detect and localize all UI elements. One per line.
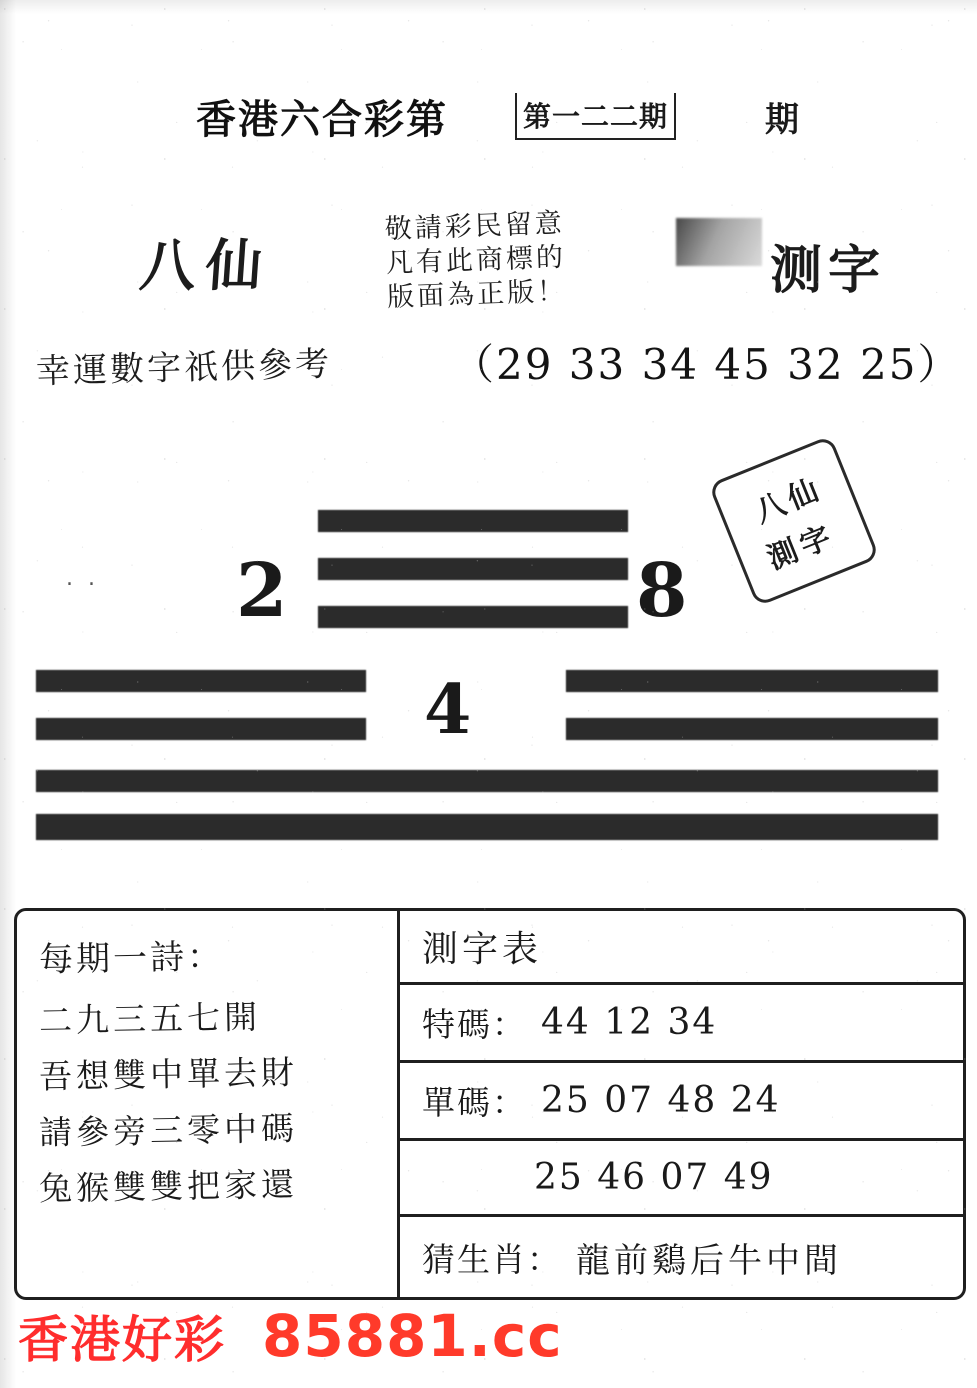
poem-panel — [17, 911, 397, 1297]
single-code-label: 單碼： — [422, 1083, 527, 1122]
hexagram-bar-full-1 — [36, 770, 938, 792]
hexagram-bar-upper-3 — [318, 606, 628, 628]
ink-smudge-mark — [676, 218, 762, 266]
footer-watermark — [18, 1300, 563, 1372]
issue-suffix-label: 期 — [765, 100, 799, 140]
special-code-label: 特碼： — [422, 1005, 527, 1044]
hexagram-bar-broken-2-left — [36, 718, 366, 740]
hexagram-bar-broken-2-right — [566, 718, 938, 740]
table-row — [400, 1141, 963, 1217]
brand-name-right: 测字 — [770, 240, 887, 301]
zodiac-guess-label: 猜生肖： — [422, 1239, 562, 1279]
footer-site-url: 85881.cc — [262, 1302, 563, 1370]
prediction-table — [400, 911, 963, 1297]
hexagram-bar-upper-1 — [318, 510, 628, 532]
brand-name-left: 八仙 — [137, 233, 275, 299]
table-title-row — [400, 911, 963, 985]
single-code-values: 25 07 48 24 — [541, 1080, 781, 1121]
scan-edge-shadow-top — [0, 0, 977, 14]
brand-stamp-line2: 測字 — [762, 518, 841, 577]
authenticity-notice: 敬請彩民留意 凡有此商標的 版面為正版！ — [384, 207, 568, 314]
hexagram-bar-upper-2 — [318, 558, 628, 580]
hexagram-bar-broken-1-left — [36, 670, 366, 692]
hexagram-number-center: 4 — [424, 670, 472, 750]
poem-line-4: 兔猴雙雙把家還 — [38, 1164, 299, 1209]
lucky-numbers-value: （29 33 34 45 32 25） — [452, 340, 962, 389]
hexagram-number-right: 8 — [636, 548, 688, 634]
bottom-panels — [14, 908, 966, 1300]
poem-line-3: 請參旁三零中碼 — [38, 1108, 299, 1153]
hexagram-bar-broken-1-right — [566, 670, 938, 692]
poem-title: 每期一詩： — [38, 936, 225, 981]
page-title: 香港六合彩第 — [196, 96, 448, 143]
issue-number-box: 第一二二期 — [515, 93, 676, 140]
header — [0, 88, 977, 148]
footer-brand-text: 香港好彩 — [18, 1311, 226, 1369]
hexagram-bar-full-2 — [36, 814, 938, 840]
hexagram-number-left: 2 — [236, 548, 288, 634]
zodiac-guess-value: 龍前鷄后牛中間 — [576, 1240, 842, 1281]
lucky-numbers-label: 幸運數字祇供參考 — [35, 344, 333, 392]
extra-code-values: 25 46 07 49 — [534, 1157, 774, 1198]
table-row — [400, 985, 963, 1063]
special-code-values: 44 12 34 — [541, 1002, 718, 1043]
table-title: 測字表 — [422, 929, 543, 970]
table-row — [400, 1217, 963, 1297]
left-dots-mark: . . — [66, 566, 99, 591]
table-row — [400, 1063, 963, 1141]
poem-line-2: 吾想雙中單去財 — [38, 1052, 299, 1097]
poem-line-1: 二九三五七開 — [38, 997, 262, 1041]
brand-stamp-line1: 八仙 — [750, 471, 829, 531]
